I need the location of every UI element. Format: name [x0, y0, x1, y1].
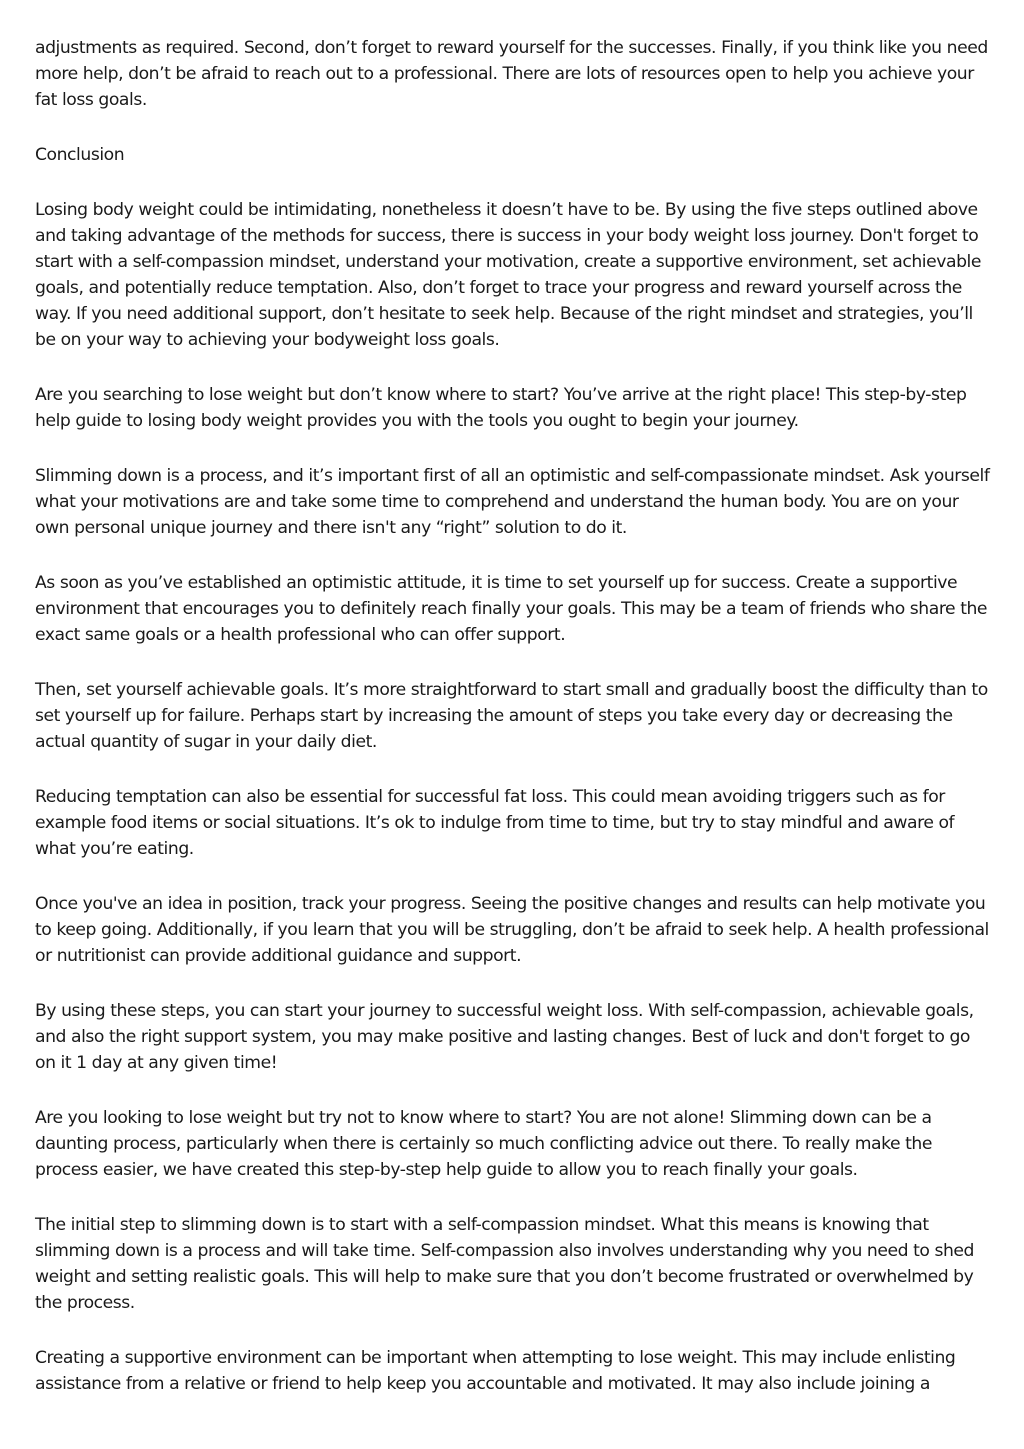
paragraph-track-progress: Once you've an idea in position, track your progress. Seeing the positive changes and results can help motivate you to keep going. Additionally, if you learn that you will be struggling, don’t be afraid to seek help. A health professional or nutritionist can provide additional guidance and support.	[35, 894, 989, 966]
paragraph-supportive-environment: Creating a supportive environment can be important when attempting to lose weight. This may include enlisting assistance from a relative or friend to help keep you accountable and motivated. It may also include joining a	[35, 1348, 956, 1394]
paragraph-searching-to-lose-weight: Are you searching to lose weight but don’t know where to start? You’ve arrive at the right place! This step-by-step help guide to losing body weight provides you with the tools you ought to begin your journey.	[35, 385, 967, 431]
section-heading-conclusion: Conclusion	[35, 145, 125, 165]
paragraph-adjustments: adjustments as required. Second, don’t forget to reward yourself for the successes. Finally, if you think like you need more help, don’t be afraid to reach out to a professional. There are lots of resources open to help you achieve your fat loss goals.	[35, 38, 988, 110]
paragraph-initial-step: The initial step to slimming down is to start with a self-compassion mindset. What this means is knowing that slimming down is a process and will take time. Self-compassion also involves understanding why you need to shed weight and setting realistic goals. This will help to make sure that you don’t become frustrated or overwhelmed by the process.	[35, 1215, 974, 1313]
paragraph-achievable-goals: Then, set yourself achievable goals. It’s more straightforward to start small and gradually boost the difficulty than to set yourself up for failure. Perhaps start by increasing the amount of steps you take every day or decreasing the actual quantity of sugar in your daily diet.	[35, 680, 988, 752]
document-page	[35, 35, 995, 1426]
paragraph-using-these-steps: By using these steps, you can start your journey to successful weight loss. With self-compassion, achievable goals, and also the right support system, you may make positive and lasting changes. Best of luck and don't forget to go on it 1 day at any given time!	[35, 1001, 974, 1073]
paragraph-conclusion-summary: Losing body weight could be intimidating, nonetheless it doesn’t have to be. By using the five steps outlined above and taking advantage of the methods for success, there is success in your body weight loss journey. Don't forget to start with a self-compassion mindset, understand your motivation, create a supportive environment, set achievable goals, and potentially reduce temptation. Also, don’t forget to trace your progress and reward yourself across the way. If you need additional support, don’t hesitate to seek help. Because of the right mindset and strategies, you’ll be on your way to achieving your bodyweight loss goals.	[35, 200, 981, 350]
paragraph-slimming-down-process: Slimming down is a process, and it’s important first of all an optimistic and self-compassionate mindset. Ask yourself what your motivations are and take some time to comprehend and understand the human body. You are on your own personal unique journey and there isn't any “right” solution to do it.	[35, 466, 990, 538]
paragraph-not-alone: Are you looking to lose weight but try not to know where to start? You are not alone! Slimming down can be a daunting process, particularly when there is certainly so much conflicting advice out there. To really make the process easier, we have created this step-by-step help guide to allow you to reach finally your goals.	[35, 1108, 932, 1180]
paragraph-optimistic-attitude: As soon as you’ve established an optimistic attitude, it is time to set yourself up for success. Create a supportive environment that encourages you to definitely reach finally your goals. This may be a team of friends who share the exact same goals or a health professional who can offer support.	[35, 573, 988, 645]
paragraph-reducing-temptation: Reducing temptation can also be essential for successful fat loss. This could mean avoiding triggers such as for example food items or social situations. It’s ok to indulge from time to time, but try to stay mindful and aware of what you’re eating.	[35, 787, 955, 859]
